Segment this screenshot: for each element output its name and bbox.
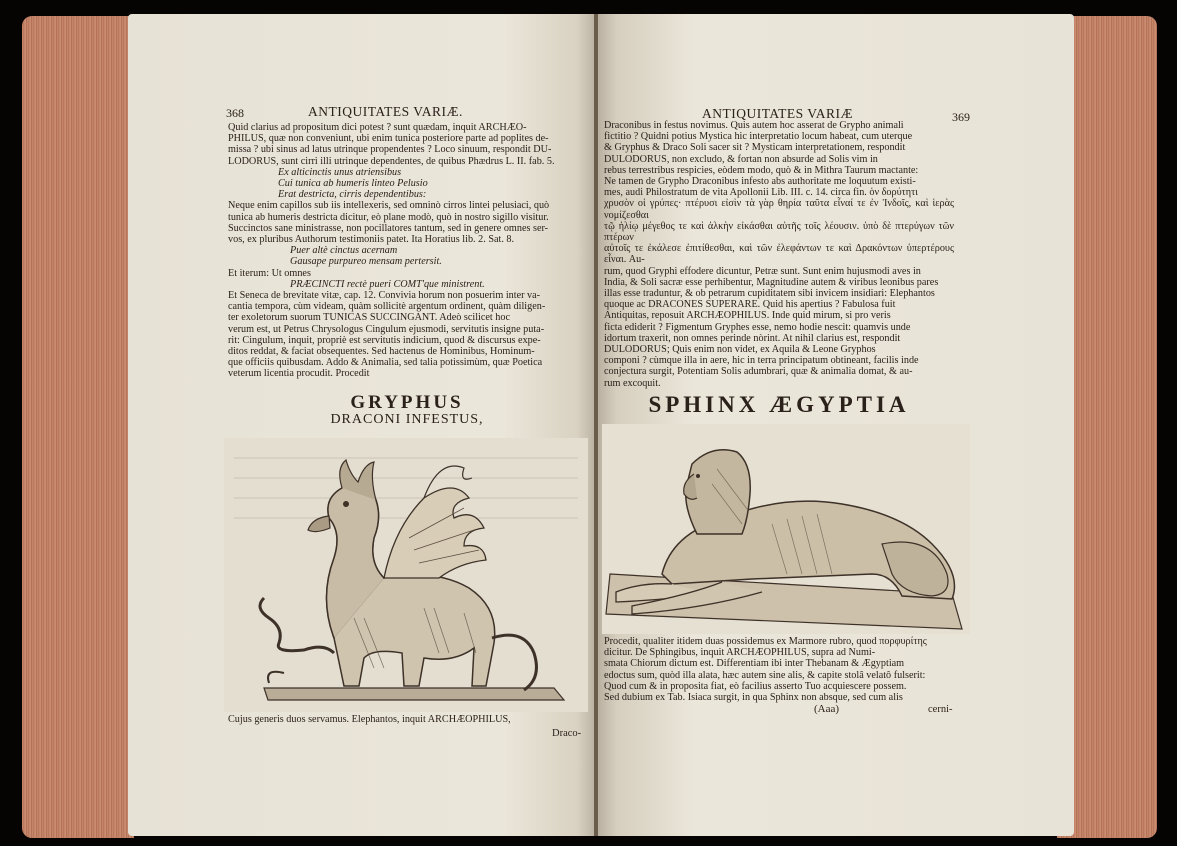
left-page xyxy=(128,14,596,836)
text-line: PHILUS, quæ non conveniunt, ubi enim tunica posteriore parte ad poplites de- xyxy=(228,133,549,145)
text-line: Draconibus in festus novimus. Quis autem hoc asserat de Grypho animali xyxy=(604,120,904,131)
text-line: Puer altè cinctus acernam xyxy=(290,245,398,257)
text-line: & Gryphus & Draco Soli sacer sit ? Mysticam interpretationem, respondit xyxy=(604,142,906,154)
running-head: ANTIQUITATES VARIÆ. xyxy=(308,104,463,119)
text-line: ditos reddat, & faciat obsequentes. Sed hactenus de Hominibus, Hominum- xyxy=(228,346,535,358)
text-line: fictitio ? Quidni potius Mystica hic interpretatio locum habeat, cum uterque xyxy=(604,131,913,143)
text-line: que officiis quibusdam. Addo & Animalia, sed talia potissimùm, quæ Poetica xyxy=(228,357,543,369)
text-line: Neque enim capillos sub iis intellexeris, sed omninò cirros lintei pelusiaci, quò xyxy=(228,200,550,212)
sphinx-engraving xyxy=(602,424,970,634)
page-number: 368 xyxy=(226,106,244,120)
text-line: Quid clarius ad propositum dici potest ? sunt quædam, inquit ARCHÆO- xyxy=(228,122,527,133)
text-line: LODORUS, sunt cirri illi utrinque dependentes, de quibus Phædrus L. II. fab. 5. xyxy=(228,155,555,167)
text-line: ficta ediderit ? Figmentum Gryphes esse, nemo hodie nescit: quamvis unde xyxy=(604,321,911,333)
plate-title: SPHINX ÆGYPTIA xyxy=(648,392,910,417)
text-line: edoctus sum, quòd illa alata, hæc autem sine alis, & capite stolâ velatô fulserit: xyxy=(604,669,926,681)
right-after-text xyxy=(604,636,954,703)
text-line: Ne tamen de Grypho Draconibus infesto abs authoritate me loquutum existi- xyxy=(604,176,916,188)
text-line: Procedit, qualiter itidem duas possidemus ex Marmore rubro, quod πορφυρίτης xyxy=(604,636,927,647)
text-line: ter exoletorum suorum TUNICAS SUCCINGANT. Adeò scilicet hoc xyxy=(228,312,511,324)
text-line: verum est, ut Petrus Chrysologus Cingulum ejusmodi, servitutis insigne puta- xyxy=(228,323,545,335)
text-line: quoque ac DRACONES SUPERARE. Quid his apertius ? Fabulosa fuit xyxy=(604,299,896,311)
text-line: cantia tempora, cùm videam, quàm sollicitè argentum ordinent, quàm diligen- xyxy=(228,301,546,313)
text-line: conjectura surgit, Potentiam Solis adumbrari, quæ & animalia domat, & au- xyxy=(604,366,913,378)
right-page xyxy=(598,14,1074,836)
catchword: Draco- xyxy=(552,728,582,739)
text-line: Ex alticinctis unus atriensibus xyxy=(278,166,402,178)
text-line: τῷ ἡλίῳ μέγεθος τε καὶ ἀλκὴν εἰκάσθαι αὐτῆς τοῖς λέουσιν. ὑπὸ δὲ πτερύγων τῶν πτέρων xyxy=(604,220,954,244)
text-line: Sed dubium ex Tab. Isiaca surgit, in qua Sphinx non absque, sed cum alis xyxy=(604,692,903,704)
text-line: mes, audi Philostratum de vita Apollonii Lib. III. c. 14. circa fin. ὁν δορύτητι xyxy=(604,187,918,199)
plate-subtitle: DRACONI INFESTUS, xyxy=(330,412,484,427)
plate-title: GRYPHUS xyxy=(350,392,464,413)
left-body-text xyxy=(228,122,586,380)
catchword: cerni- xyxy=(928,704,953,715)
text-line: Quod cum & in proposita fiat, eò facilius asserto Tuo acquiescere possem. xyxy=(604,680,907,692)
text-line: Antiquitas, reposuit ARCHÆOPHILUS. Inde quid mirum, si pro veris xyxy=(604,310,891,322)
text-line: Erat destricta, cirris dependentibus: xyxy=(278,189,427,201)
text-line: Succinctos sane ministrasse, non pocillatores tantum, sed in genere omnes ser- xyxy=(228,222,549,234)
text-line: Et Seneca de brevitate vitæ, cap. 12. Convivia horum non posuerim inter va- xyxy=(228,290,541,302)
text-line: Gausape purpureo mensam pertersit. xyxy=(290,256,442,268)
text-line: smata Chiorum dictum est. Differentiam ibi inter Thebanam & Ægyptiam xyxy=(604,658,905,670)
text-line: rum excoquit. xyxy=(604,377,661,389)
text-line: tunica ab humeris destricta dicitur, eò plane modò, quò in nostro sigillo visitur. xyxy=(228,211,549,223)
text-line: Cui tunica ab humeris linteo Pelusio xyxy=(278,178,428,190)
text-line: India, & Soli sacræ esse perhibentur, Magnitudine autem & viribus leonibus pares xyxy=(604,276,939,288)
text-line: missa ? ubi sinus ad latus utrinque propendentes ? Loco sinuum, respondit DU- xyxy=(228,144,552,156)
text-line: illas esse traduntur, & ob petrarum cupiditatem sibi invicem insidiari: Elephantos xyxy=(604,288,935,300)
text-line: χρυσὸν οἱ γρύπες· πτέρυσι εἰσὶν τὰ γὰρ θηρία ταῦτα εἶναί τε ἐν Ἰνδοῖς, καὶ ἱερὰς νομίζεσθαι xyxy=(604,198,954,221)
text-line: vos, ex pluribus Authorum testimoniis patet. Ita Horatius lib. 2. Sat. 8. xyxy=(228,234,515,246)
book-fore-edge-left xyxy=(22,16,134,838)
signature-mark: (Aaa) xyxy=(814,703,840,715)
text-line: rum, quod Gryphi effodere dicuntur, Petræ sunt. Sunt enim hujusmodi aves in xyxy=(604,265,921,277)
right-body-text xyxy=(604,120,954,389)
text-line: rebus terrestribus respicies, eòdem modo, quò & in Mithra Taurum mactante: xyxy=(604,164,919,176)
running-head: ANTIQUITATES VARIÆ xyxy=(702,106,854,121)
text-line: αὐτοῖς τε ἐκάλεσε ἐπιτίθεσθαι, καὶ τῶν ἐλεφάντων τε καὶ Δρακόντων ὑπερτέρους εἶναι. Au- xyxy=(604,243,954,266)
text-line: Et iterum: Ut omnes xyxy=(228,267,311,279)
text-line: rit: Cingulum, inquit, propriè est servitutis indicium, quod & discursus expe- xyxy=(228,334,541,346)
gryphus-engraving xyxy=(224,438,588,712)
page-number: 369 xyxy=(952,110,970,124)
text-line: DULODORUS; Quis enim non videt, ex Aquila & Leone Gryphos xyxy=(604,344,876,356)
text-line: componi ? cùmque illa in aere, hic in terra principatum obtineant, facilis inde xyxy=(604,355,919,367)
text-line: DULODORUS, non excludo, & fortan non absurde ad Solis vim in xyxy=(604,153,878,165)
text-line: idortum traxerit, non omnes perinde nòrint. At nihil clarius est, respondit xyxy=(604,332,901,344)
text-line: veterum licentia procudit. Procedit xyxy=(228,368,370,380)
after-plate-line: Cujus generis duos servamus. Elephantos, inquit ARCHÆOPHILUS, xyxy=(228,714,511,725)
text-line: dicitur. De Sphingibus, inquit ARCHÆOPHILUS, supra ad Numi- xyxy=(604,647,876,659)
text-line: PRÆCINCTI rectè pueri COMT'que ministrent. xyxy=(290,278,485,290)
